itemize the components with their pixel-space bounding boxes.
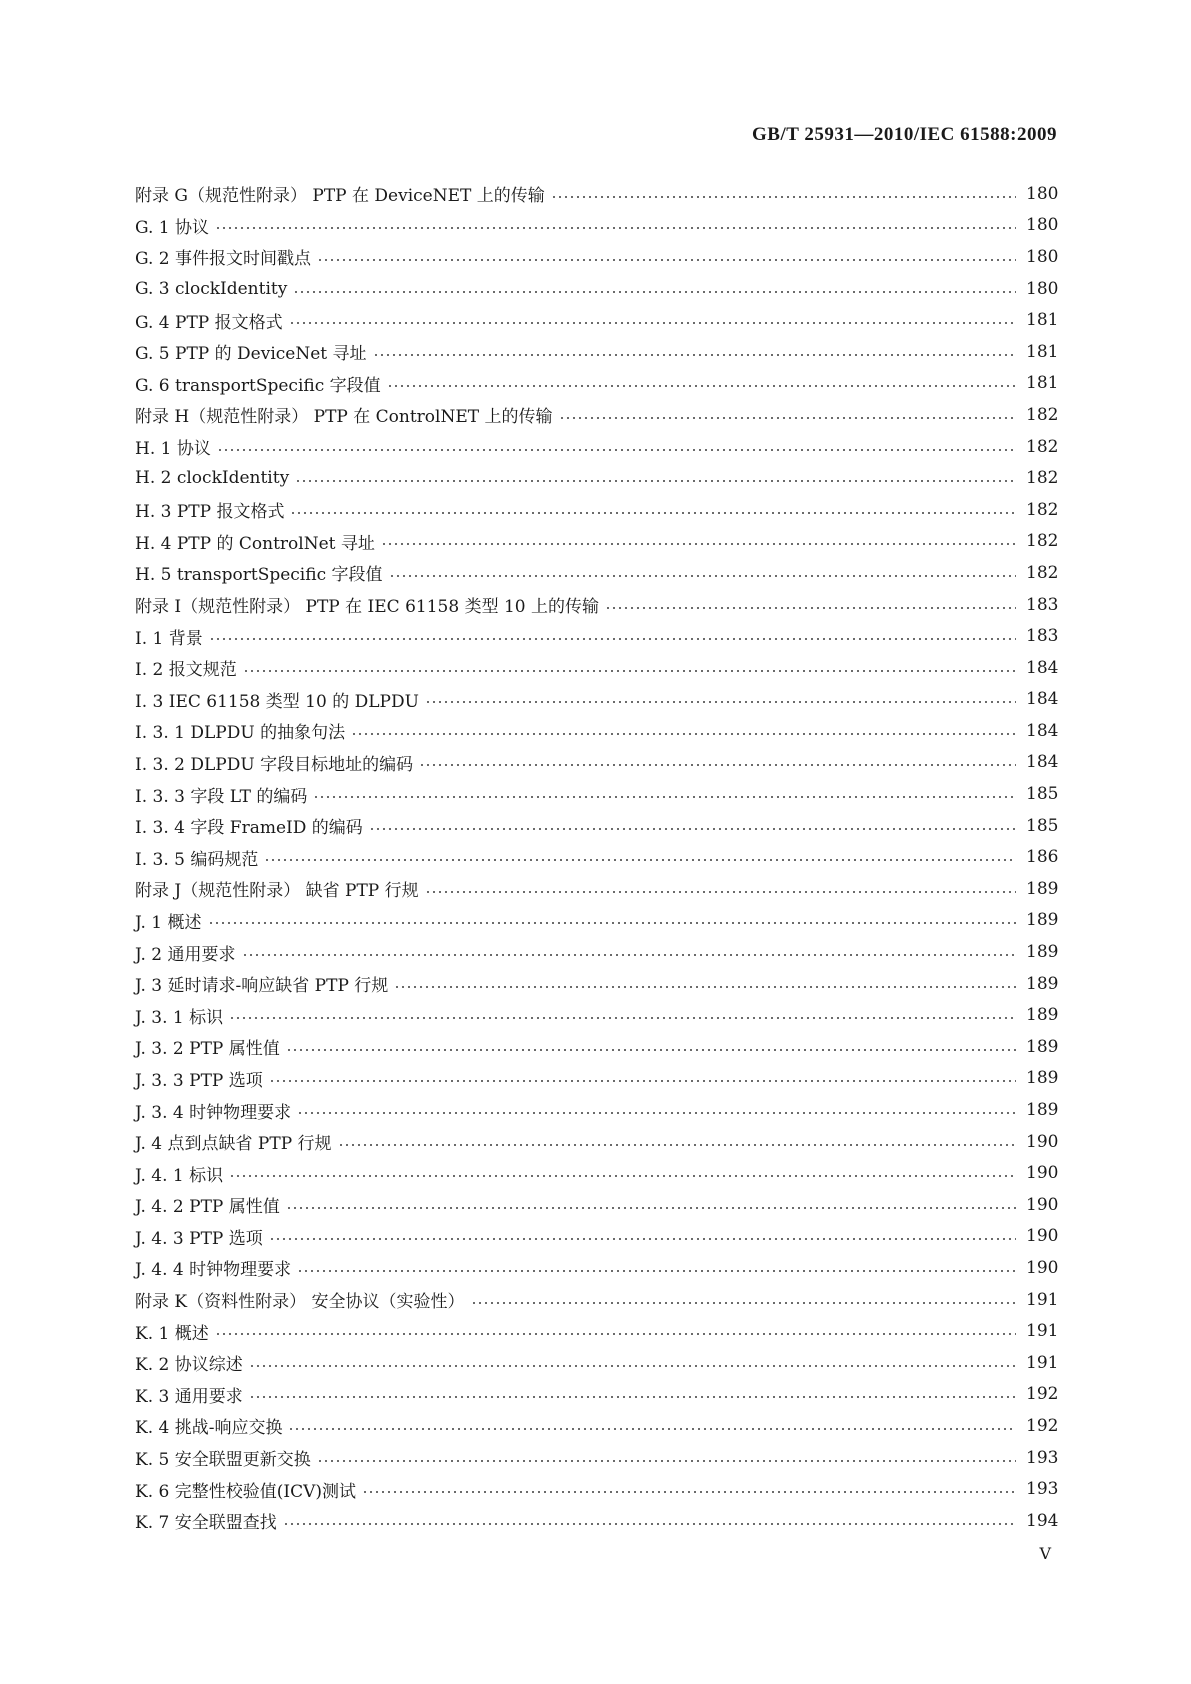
toc-entry[interactable] — [135, 1505, 1058, 1537]
dot-leader — [269, 1080, 1016, 1082]
dot-leader — [394, 986, 1016, 988]
toc-entry-title: J. 2 通用要求 — [135, 944, 236, 965]
dot-leader — [242, 954, 1016, 956]
toc-entry-page: 189 — [1026, 1068, 1059, 1089]
toc-entry-page: 182 — [1026, 531, 1059, 552]
toc-entry-page: 186 — [1026, 847, 1059, 868]
toc-entry[interactable] — [135, 494, 1058, 526]
toc-entry-title: 附录 G（规范性附录） PTP 在 DeviceNET 上的传输 — [135, 186, 545, 207]
toc-entry[interactable] — [135, 462, 1058, 494]
toc-entry[interactable] — [135, 652, 1058, 684]
toc-entry[interactable] — [135, 999, 1058, 1031]
dot-leader — [338, 1144, 1016, 1146]
dot-leader — [381, 543, 1016, 545]
dot-leader — [215, 1333, 1016, 1335]
toc-entry-title: J. 4. 3 PTP 选项 — [135, 1228, 263, 1249]
toc-entry-title: K. 2 协议综述 — [135, 1355, 243, 1376]
dot-leader — [425, 891, 1016, 893]
toc-entry[interactable] — [135, 210, 1058, 242]
dot-leader — [283, 1523, 1016, 1525]
toc-entry-page: 185 — [1026, 815, 1059, 836]
toc-entry-title: G. 5 PTP 的 DeviceNet 寻址 — [135, 344, 367, 365]
toc-entry-title: K. 1 概述 — [135, 1323, 209, 1344]
toc-entry-title: 附录 K（资料性附录） 安全协议（实验性） — [135, 1292, 465, 1313]
dot-leader — [471, 1302, 1016, 1304]
table-of-contents — [135, 178, 1058, 1537]
toc-entry[interactable] — [135, 336, 1058, 368]
dot-leader — [209, 638, 1016, 640]
toc-entry-page: 190 — [1026, 1131, 1059, 1152]
toc-entry[interactable] — [135, 1126, 1058, 1158]
toc-entry-page: 184 — [1026, 720, 1059, 741]
page-number: V — [1039, 1544, 1051, 1563]
toc-entry[interactable] — [135, 841, 1058, 873]
toc-entry[interactable] — [135, 1347, 1058, 1379]
toc-entry-page: 180 — [1026, 246, 1059, 267]
dot-leader — [389, 575, 1016, 577]
toc-entry-page: 189 — [1026, 1036, 1059, 1057]
toc-entry-page: 190 — [1026, 1163, 1059, 1184]
toc-entry-page: 182 — [1026, 404, 1059, 425]
toc-entry-title: K. 7 安全联盟查找 — [135, 1513, 277, 1534]
toc-entry-page: 189 — [1026, 942, 1059, 963]
toc-entry-title: J. 4. 2 PTP 属性值 — [135, 1197, 280, 1218]
dot-leader — [269, 1238, 1016, 1240]
toc-entry[interactable] — [135, 178, 1058, 210]
toc-entry-page: 185 — [1026, 784, 1059, 805]
toc-entry[interactable] — [135, 1252, 1058, 1284]
toc-entry[interactable] — [135, 1063, 1058, 1095]
dot-leader — [297, 1112, 1016, 1114]
dot-leader — [249, 1396, 1016, 1398]
dot-leader — [313, 796, 1016, 798]
toc-entry-page: 191 — [1026, 1321, 1059, 1342]
toc-entry-title: G. 4 PTP 报文格式 — [135, 312, 283, 333]
toc-entry-page: 189 — [1026, 910, 1059, 931]
dot-leader — [419, 764, 1016, 766]
toc-entry[interactable] — [135, 1410, 1058, 1442]
toc-entry[interactable] — [135, 1221, 1058, 1253]
toc-entry-page: 183 — [1026, 626, 1059, 647]
toc-entry-title: G. 1 协议 — [135, 217, 210, 238]
toc-entry-title: J. 3. 4 时钟物理要求 — [135, 1102, 292, 1123]
toc-entry-title: K. 5 安全联盟更新交换 — [135, 1450, 311, 1471]
toc-entry-title: J. 3. 1 标识 — [135, 1007, 224, 1028]
toc-entry-title: G. 2 事件报文时间戳点 — [135, 249, 312, 270]
toc-entry[interactable] — [135, 1094, 1058, 1126]
toc-entry[interactable] — [135, 968, 1058, 1000]
dot-leader — [290, 512, 1016, 514]
dot-leader — [217, 449, 1016, 451]
toc-entry-page: 184 — [1026, 689, 1059, 710]
dot-leader — [286, 1207, 1016, 1209]
dot-leader — [369, 828, 1016, 830]
toc-entry[interactable] — [135, 273, 1058, 305]
toc-entry-title: J. 3 延时请求-响应缺省 PTP 行规 — [135, 976, 389, 997]
toc-entry-page: 189 — [1026, 878, 1059, 899]
toc-entry-title: K. 4 挑战-响应交换 — [135, 1418, 283, 1439]
toc-entry-page: 181 — [1026, 310, 1059, 331]
toc-entry[interactable] — [135, 747, 1058, 779]
toc-entry[interactable] — [135, 304, 1058, 336]
toc-entry[interactable] — [135, 715, 1058, 747]
toc-entry[interactable] — [135, 1189, 1058, 1221]
toc-entry[interactable] — [135, 1315, 1058, 1347]
toc-entry-title: J. 3. 2 PTP 属性值 — [135, 1039, 280, 1060]
dot-leader — [317, 259, 1016, 261]
toc-entry-page: 191 — [1026, 1289, 1059, 1310]
toc-entry-page: 189 — [1026, 1005, 1059, 1026]
toc-entry-page: 184 — [1026, 657, 1059, 678]
toc-entry-page: 189 — [1026, 973, 1059, 994]
toc-entry[interactable] — [135, 936, 1058, 968]
toc-entry-page: 181 — [1026, 373, 1059, 394]
dot-leader — [297, 1270, 1016, 1272]
toc-entry-title: J. 1 概述 — [135, 912, 202, 933]
dot-leader — [425, 701, 1016, 703]
dot-leader — [551, 196, 1016, 198]
dot-leader — [229, 1175, 1016, 1177]
toc-entry-page: 184 — [1026, 752, 1059, 773]
toc-entry[interactable] — [135, 873, 1058, 905]
toc-entry-title: J. 3. 3 PTP 选项 — [135, 1070, 263, 1091]
toc-entry-page: 182 — [1026, 468, 1059, 489]
dot-leader — [229, 1017, 1016, 1019]
dot-leader — [289, 322, 1016, 324]
toc-entry-title: G. 6 transportSpecific 字段值 — [135, 375, 381, 396]
toc-entry-page: 181 — [1026, 341, 1059, 362]
toc-entry-title: H. 5 transportSpecific 字段值 — [135, 565, 383, 586]
toc-entry-title: I. 3 IEC 61158 类型 10 的 DLPDU — [135, 691, 419, 712]
dot-leader — [387, 385, 1016, 387]
toc-entry[interactable] — [135, 810, 1058, 842]
dot-leader — [249, 1365, 1016, 1367]
toc-entry-title: 附录 H（规范性附录） PTP 在 ControlNET 上的传输 — [135, 407, 553, 428]
toc-entry[interactable] — [135, 589, 1058, 621]
dot-leader — [293, 291, 1016, 293]
toc-entry-title: G. 3 clockIdentity — [135, 278, 288, 299]
toc-entry-title: J. 4. 1 标识 — [135, 1165, 224, 1186]
toc-entry-page: 180 — [1026, 215, 1059, 236]
toc-entry-page: 193 — [1026, 1447, 1059, 1468]
toc-entry-page: 194 — [1026, 1510, 1059, 1531]
toc-entry-title: 附录 J（规范性附录） 缺省 PTP 行规 — [135, 881, 419, 902]
toc-entry[interactable] — [135, 1379, 1058, 1411]
toc-entry-title: J. 4 点到点缺省 PTP 行规 — [135, 1134, 332, 1155]
toc-entry[interactable] — [135, 684, 1058, 716]
toc-entry-title: I. 3. 5 编码规范 — [135, 849, 259, 870]
dot-leader — [317, 1460, 1016, 1462]
toc-entry[interactable] — [135, 431, 1058, 463]
toc-entry[interactable] — [135, 241, 1058, 273]
dot-leader — [243, 670, 1016, 672]
dot-leader — [288, 1428, 1016, 1430]
dot-leader — [286, 1049, 1016, 1051]
toc-entry-title: K. 6 完整性校验值(ICV)测试 — [135, 1481, 356, 1502]
toc-entry-title: I. 3. 2 DLPDU 字段目标地址的编码 — [135, 754, 414, 775]
toc-entry[interactable] — [135, 526, 1058, 558]
toc-entry-page: 180 — [1026, 278, 1059, 299]
toc-entry-title: I. 3. 3 字段 LT 的编码 — [135, 786, 308, 807]
toc-entry-page: 190 — [1026, 1194, 1059, 1215]
toc-entry-page: 190 — [1026, 1257, 1059, 1278]
toc-entry[interactable] — [135, 1031, 1058, 1063]
toc-entry[interactable] — [135, 778, 1058, 810]
toc-entry-title: I. 3. 4 字段 FrameID 的编码 — [135, 818, 363, 839]
dot-leader — [605, 607, 1016, 609]
toc-entry[interactable] — [135, 620, 1058, 652]
dot-leader — [295, 480, 1016, 482]
toc-entry-title: I. 3. 1 DLPDU 的抽象句法 — [135, 723, 346, 744]
dot-leader — [215, 227, 1016, 229]
dot-leader — [362, 1491, 1016, 1493]
toc-entry-page: 190 — [1026, 1226, 1059, 1247]
toc-entry[interactable] — [135, 905, 1058, 937]
toc-entry-title: 附录 I（规范性附录） PTP 在 IEC 61158 类型 10 上的传输 — [135, 597, 600, 618]
toc-entry-page: 193 — [1026, 1479, 1059, 1500]
dot-leader — [351, 733, 1016, 735]
toc-entry[interactable] — [135, 1284, 1058, 1316]
toc-entry-page: 182 — [1026, 562, 1059, 583]
toc-entry-title: H. 4 PTP 的 ControlNet 寻址 — [135, 533, 375, 554]
toc-entry-page: 182 — [1026, 436, 1059, 457]
toc-entry[interactable] — [135, 399, 1058, 431]
dot-leader — [373, 354, 1016, 356]
toc-entry[interactable] — [135, 368, 1058, 400]
standard-code: GB/T 25931—2010/IEC 61588:2009 — [752, 124, 1057, 145]
dot-leader — [208, 922, 1016, 924]
toc-entry[interactable] — [135, 1442, 1058, 1474]
toc-entry-page: 183 — [1026, 594, 1059, 615]
toc-entry-title: H. 1 协议 — [135, 439, 211, 460]
toc-entry-page: 192 — [1026, 1384, 1059, 1405]
toc-entry-page: 191 — [1026, 1352, 1059, 1373]
toc-entry[interactable] — [135, 1157, 1058, 1189]
toc-entry-title: H. 3 PTP 报文格式 — [135, 502, 285, 523]
toc-entry-page: 182 — [1026, 499, 1059, 520]
toc-entry[interactable] — [135, 557, 1058, 589]
toc-entry-title: H. 2 clockIdentity — [135, 468, 290, 489]
toc-entry-page: 189 — [1026, 1100, 1059, 1121]
toc-entry-title: I. 2 报文规范 — [135, 660, 237, 681]
toc-entry-page: 180 — [1026, 183, 1059, 204]
toc-entry-title: J. 4. 4 时钟物理要求 — [135, 1260, 292, 1281]
toc-entry-title: I. 1 背景 — [135, 628, 203, 649]
toc-entry-title: K. 3 通用要求 — [135, 1386, 243, 1407]
dot-leader — [264, 859, 1016, 861]
dot-leader — [559, 417, 1016, 419]
toc-entry[interactable] — [135, 1473, 1058, 1505]
toc-entry-page: 192 — [1026, 1415, 1059, 1436]
